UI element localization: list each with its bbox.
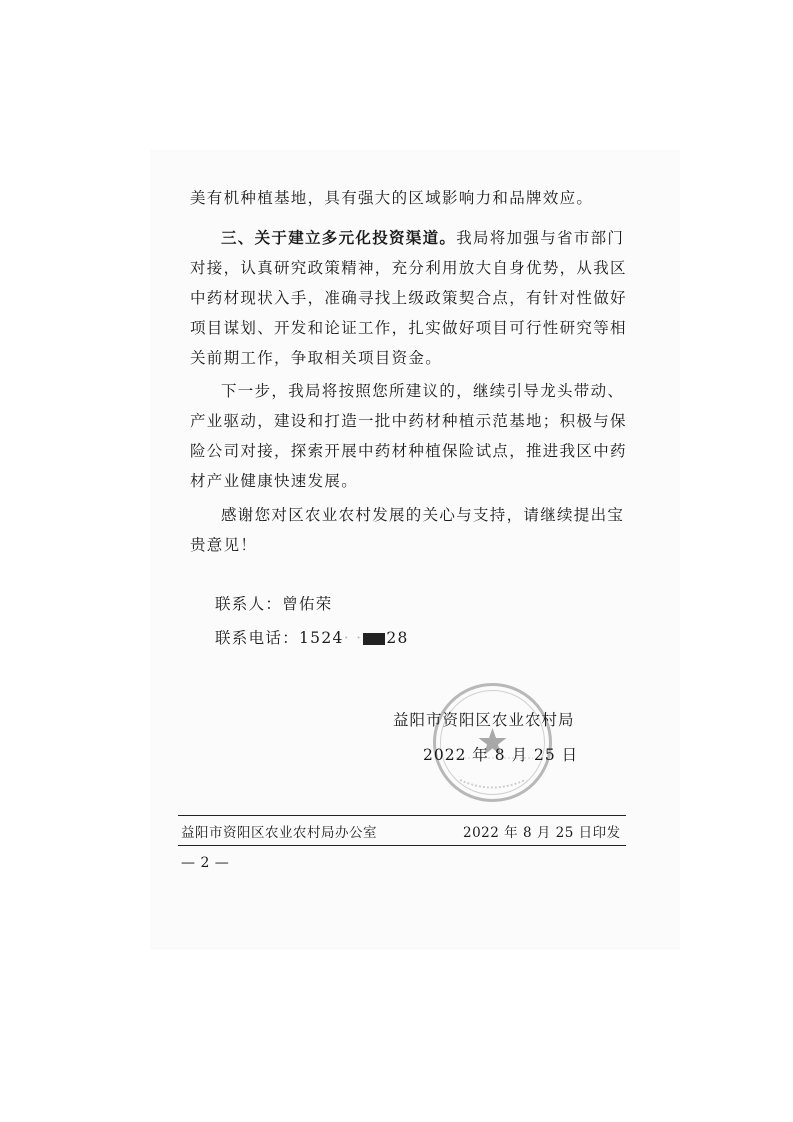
contact-person <box>215 592 333 614</box>
contact-phone-label: 联系电话： <box>215 629 300 647</box>
page-number: — 2 — <box>181 855 230 871</box>
contact-person-label: 联系人： <box>215 595 283 613</box>
contact-person-name: 曾佑荣 <box>282 595 333 613</box>
phone-redaction <box>363 633 385 645</box>
paragraph-next-step: 下一步，我局将按照您所建议的，继续引导龙头带动、产业驱动，建设和打造一批中药材种植示范基地；积极与保险公司对接，探索开展中药材种植保险试点，推进我区中药材产业健康快速发展。 <box>190 382 627 490</box>
phone-suffix: 28 <box>386 629 409 647</box>
footer-rule-bottom <box>178 845 626 846</box>
paragraph-investment-channels <box>190 223 630 373</box>
phone-partial: 4 <box>332 629 344 647</box>
section-text: 我局将加强与省市部门对接，认真研究政策精神，充分利用放大自身优势，从我区中药材现状入手，准确寻找上级政策契合点，有针对性做好项目谋划、开发和论证工作，扎实做好项目可行性研究等相关前期工作，争取相关项目资金。 <box>190 229 627 367</box>
footer-office: 益阳市资阳区农业农村局办公室 <box>181 825 377 841</box>
phone-prefix: 152 <box>299 629 333 647</box>
paragraph-thanks: 感谢您对区农业农村发展的关心与支持，请继续提出宝贵意见！ <box>190 506 625 554</box>
signature-date: 2022 年 8 月 25 日 <box>423 746 579 764</box>
paragraph-continuation: 美有机种植基地，具有强大的区域影响力和品牌效应。 <box>190 189 594 207</box>
phone-faded-digits: · · <box>343 629 363 647</box>
section-heading: 三、关于建立多元化投资渠道。 <box>221 228 457 247</box>
signature-org: 益阳市资阳区农业农村局 <box>393 711 575 729</box>
footer-print-date: 2022 年 8 月 25 日印发 <box>463 825 621 841</box>
contact-phone <box>215 626 409 648</box>
footer-rule-top <box>178 815 626 816</box>
